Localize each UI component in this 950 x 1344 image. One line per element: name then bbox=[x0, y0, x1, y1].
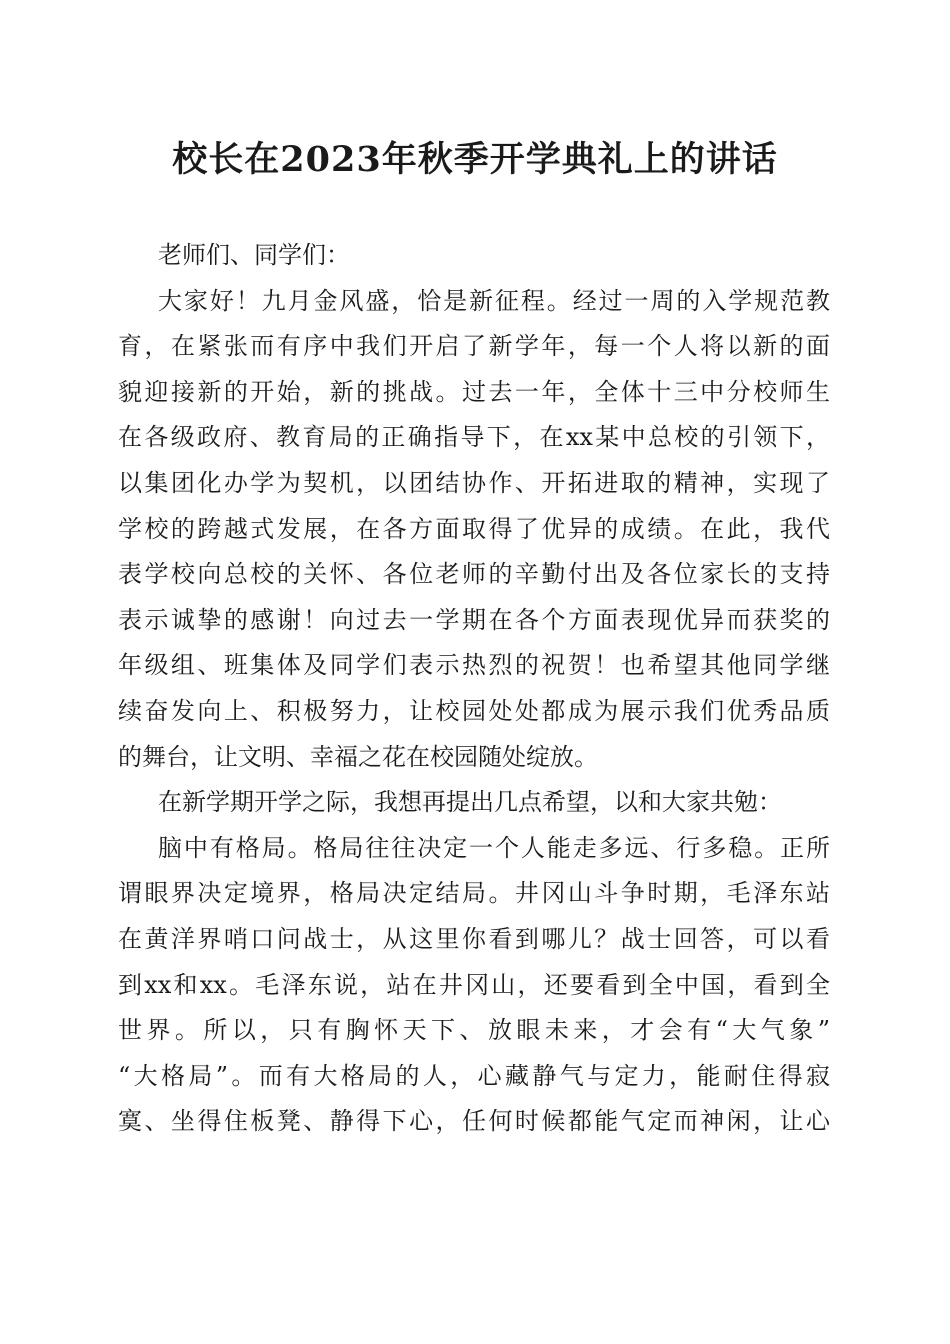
text-line: 寞、坐得住板凳、静得下心，任何时候都能气定而神闲，让心 bbox=[118, 1107, 830, 1136]
text-line: 育，在紧张而有序中我们开启了新学年，每一个人将以新的面 bbox=[118, 332, 830, 361]
text-line: 貌迎接新的开始，新的挑战。过去一年，全体十三中分校师生 bbox=[118, 377, 830, 406]
text-line: 大家好！九月金风盛，恰是新征程。经过一周的入学规范教 bbox=[158, 286, 830, 315]
text-line: 在各级政府、教育局的正确指导下，在xx某中总校的引领下， bbox=[118, 423, 830, 452]
document-body bbox=[118, 233, 830, 1145]
text-line: 年级组、班集体及同学们表示热烈的祝贺！也希望其他同学继 bbox=[118, 651, 830, 680]
text-line: 表学校向总校的关怀、各位老师的辛勤付出及各位家长的支持 bbox=[118, 560, 830, 589]
text-line: 表示诚挚的感谢！向过去一学期在各个方面表现优异而获奖的 bbox=[118, 605, 830, 634]
text-line: 学校的跨越式发展，在各方面取得了优异的成绩。在此，我代 bbox=[118, 514, 830, 543]
text-line: 续奋发向上、积极努力，让校园处处都成为展示我们优秀品质 bbox=[118, 696, 830, 725]
text-line: 在新学期开学之际，我想再提出几点希望，以和大家共勉： bbox=[158, 788, 782, 817]
text-line: 脑中有格局。格局往往决定一个人能走多远、行多稳。正所 bbox=[158, 833, 830, 862]
text-line: 在黄洋界哨口问战士，从这里你看到哪儿？战士回答，可以看 bbox=[118, 924, 830, 953]
text-line: 世界。所以，只有胸怀天下、放眼未来，才会有“大气象” bbox=[118, 1016, 830, 1045]
document-title: 校长在2023年秋季开学典礼上的讲话 bbox=[172, 139, 778, 180]
text-line: 以集团化办学为契机，以团结协作、开拓进取的精神，实现了 bbox=[118, 468, 830, 497]
text-line: “大格局”。而有大格局的人，心藏静气与定力，能耐住得寂 bbox=[118, 1061, 830, 1090]
text-line: 老师们、同学们： bbox=[158, 241, 350, 269]
text-line: 到xx和xx。毛泽东说，站在井冈山，还要看到全中国，看到全 bbox=[118, 970, 830, 999]
text-line: 谓眼界决定境界，格局决定结局。井冈山斗争时期，毛泽东站 bbox=[118, 879, 830, 908]
text-line: 的舞台，让文明、幸福之花在校园随处绽放。 bbox=[118, 742, 598, 771]
